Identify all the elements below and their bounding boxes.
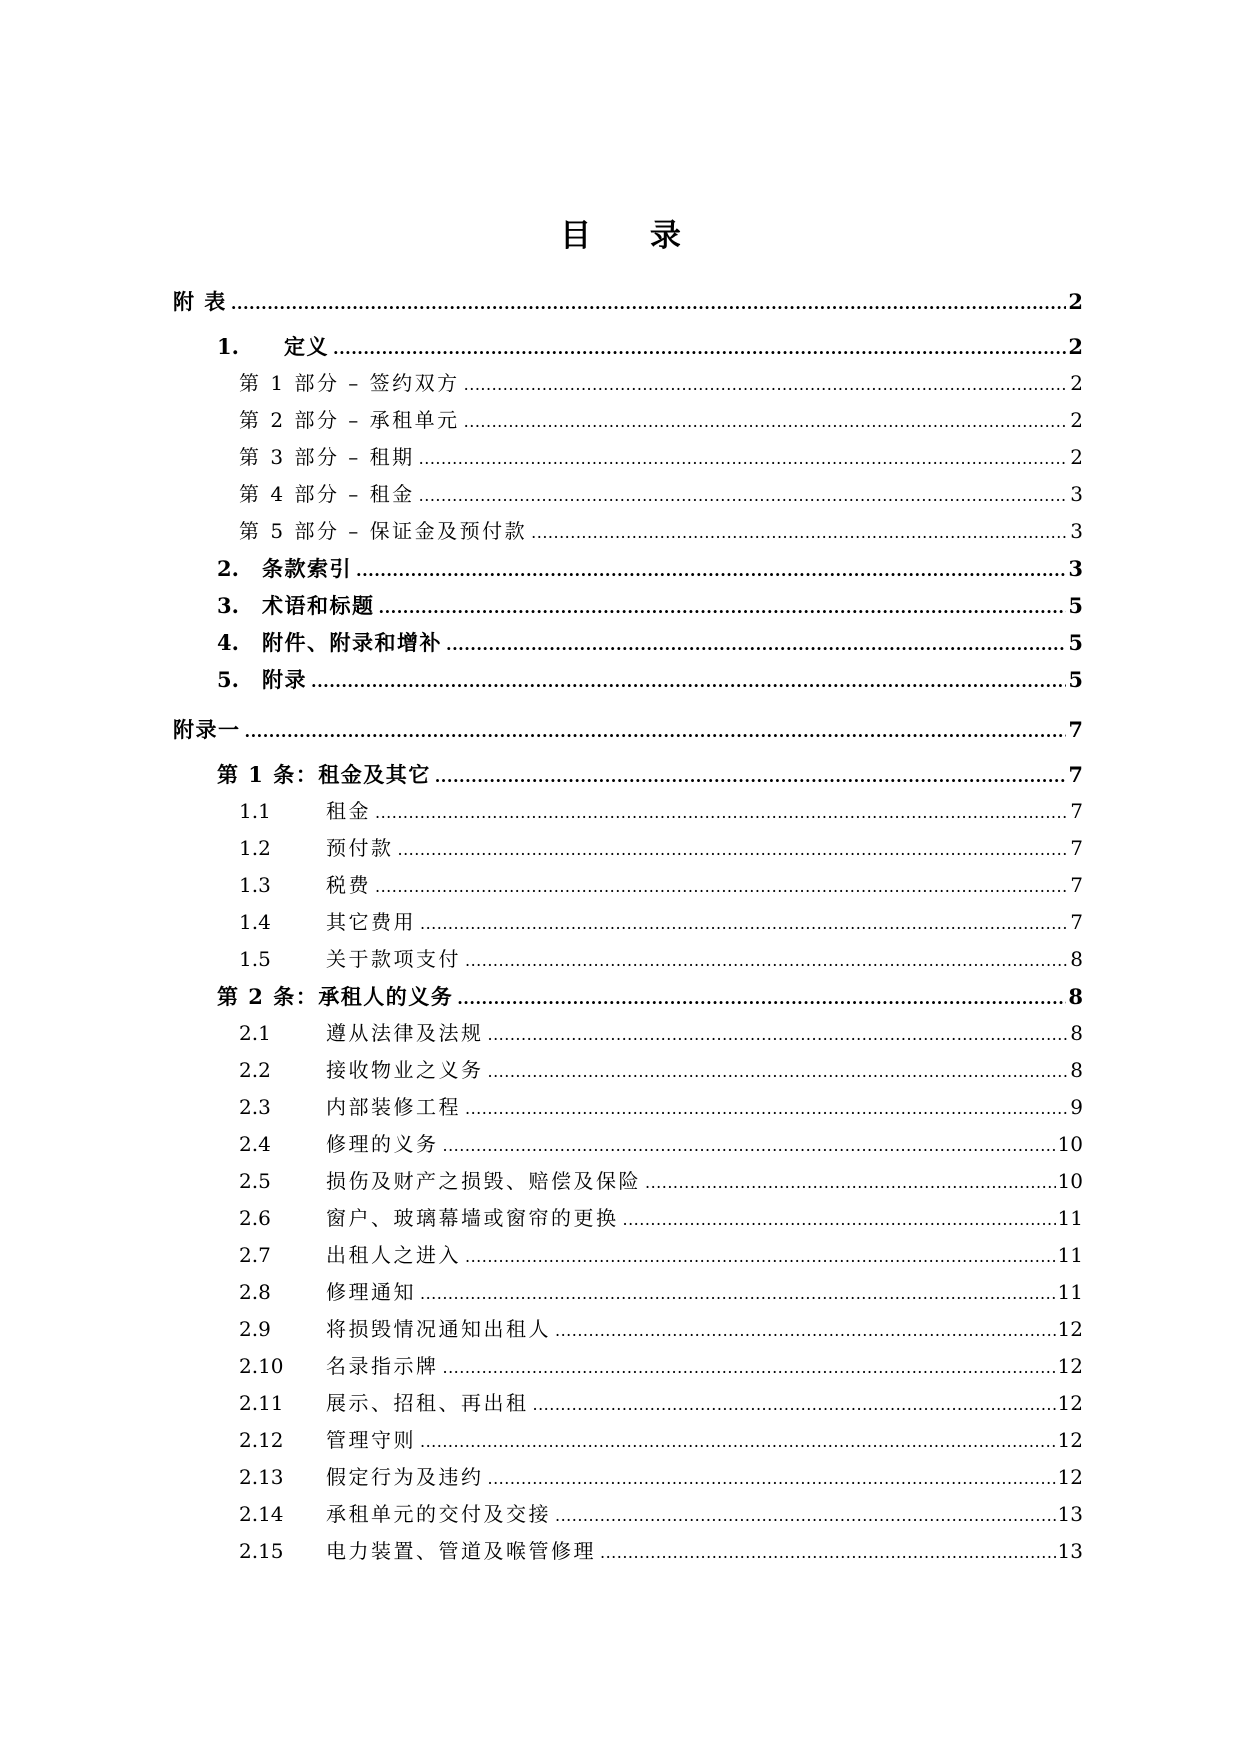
dot-leader [531,514,1068,551]
toc-entry-page-number: 8 [1070,1021,1083,1045]
toc-entry-number: 2.13 [239,1465,284,1489]
toc-entry-page-number: 7 [1070,910,1083,934]
dot-leader [420,1275,1056,1312]
toc-entry-label: 管理守则 [326,1428,416,1452]
toc-entry-page-number: 11 [1057,1206,1083,1230]
toc-entry-number: 2.3 [239,1095,271,1119]
toc-entry[interactable] [195,624,1083,661]
toc-entry-label: 条款索引 [262,556,352,581]
toc-entry-label: 第 5 部分 – 保证金及预付款 [239,519,528,543]
toc-entry-page-number: 12 [1057,1465,1083,1489]
toc-entry[interactable] [195,1237,1083,1274]
toc-entry-label: 假定行为及违约 [326,1465,484,1489]
toc-entry-page-number: 5 [1068,667,1083,692]
toc-entry-number: 4. [217,630,239,655]
toc-entry-page-number: 13 [1057,1539,1083,1563]
toc-entry-number: 2. [217,556,239,581]
toc-entry-number: 2.7 [239,1243,271,1267]
toc-entry-page-number: 3 [1068,556,1083,581]
toc-entry-page-number: 2 [1068,289,1083,314]
toc-entry[interactable] [239,513,1083,550]
toc-entry-page-number: 3 [1070,482,1083,506]
toc-entry-number: 3. [217,593,239,618]
dot-leader [333,330,1066,367]
dot-leader [488,1460,1056,1497]
dot-leader [600,1534,1056,1571]
page-title: 目 录 [560,218,705,254]
toc-entry-number: 2.5 [239,1169,271,1193]
toc-entry[interactable] [195,1533,1083,1570]
toc-entry-page-number: 2 [1070,445,1083,469]
toc-entry[interactable] [195,1496,1083,1533]
toc-entry[interactable] [195,867,1083,904]
toc-entry-page-number: 8 [1068,984,1083,1009]
toc-entry[interactable] [239,439,1083,476]
toc-entry[interactable] [217,756,1083,793]
toc-entry[interactable] [195,1422,1083,1459]
toc-entry-number: 2.10 [239,1354,284,1378]
dot-leader [379,589,1067,626]
dot-leader [419,440,1069,477]
toc-entry[interactable] [239,402,1083,439]
toc-entry[interactable] [195,1274,1083,1311]
toc-entry-page-number: 12 [1057,1317,1083,1341]
dot-leader [488,1016,1069,1053]
toc-entry-number: 2.2 [239,1058,271,1082]
toc-entry[interactable] [195,1311,1083,1348]
toc-entry-page-number: 2 [1070,408,1083,432]
toc-entry-page-number: 12 [1057,1391,1083,1415]
table-of-contents [173,283,1083,1570]
toc-entry-number: 5. [217,667,239,692]
toc-entry-number: 2.14 [239,1502,284,1526]
toc-entry-label: 第 4 部分 – 租金 [239,482,415,506]
dot-leader [555,1312,1056,1349]
toc-entry-page-number: 7 [1068,717,1083,742]
toc-entry[interactable] [195,904,1083,941]
toc-entry-number: 2.4 [239,1132,271,1156]
dot-leader [446,626,1066,663]
toc-entry[interactable] [195,1200,1083,1237]
toc-entry-label: 附件、附录和增补 [262,630,442,655]
toc-entry[interactable] [195,1385,1083,1422]
toc-entry[interactable] [195,1163,1083,1200]
toc-entry-number: 1.5 [239,947,271,971]
dot-leader [533,1386,1056,1423]
toc-entry[interactable] [195,793,1083,830]
toc-entry-label: 第 2 部分 – 承租单元 [239,408,460,432]
toc-entry-page-number: 11 [1057,1280,1083,1304]
toc-entry-label: 将损毁情况通知出租人 [326,1317,551,1341]
dot-leader [375,868,1068,905]
dot-leader [420,905,1068,942]
toc-entry-label: 税费 [326,873,371,897]
toc-entry-number: 2.12 [239,1428,284,1452]
dot-leader [457,980,1066,1017]
dot-leader [435,758,1067,795]
toc-entry-label: 附录一 [173,717,241,742]
dot-leader [375,794,1068,831]
toc-entry-page-number: 12 [1057,1354,1083,1378]
toc-entry-number: 2.11 [239,1391,284,1415]
toc-entry-label: 电力装置、管道及喉管修理 [326,1539,596,1563]
toc-entry[interactable] [195,830,1083,867]
toc-entry-label: 第 2 条：承租人的义务 [217,984,454,1009]
toc-entry-page-number: 5 [1068,593,1083,618]
toc-entry-number: 1.4 [239,910,271,934]
toc-entry-number: 2.9 [239,1317,271,1341]
toc-entry[interactable] [239,476,1083,513]
toc-entry[interactable] [173,283,1083,320]
toc-entry-page-number: 7 [1070,873,1083,897]
dot-leader [398,831,1069,868]
toc-entry[interactable] [195,1459,1083,1496]
toc-entry-label: 损伤及财产之损毁、赔偿及保险 [326,1169,641,1193]
dot-leader [419,477,1069,514]
toc-entry[interactable] [217,978,1083,1015]
toc-entry[interactable] [173,711,1083,748]
toc-entry-label: 窗户、玻璃幕墙或窗帘的更换 [326,1206,619,1230]
toc-entry-number: 2.8 [239,1280,271,1304]
toc-entry-label: 租金 [326,799,371,823]
toc-entry[interactable] [195,661,1083,698]
toc-entry[interactable] [195,550,1083,587]
dot-leader [464,403,1069,440]
dot-leader [623,1201,1056,1238]
toc-entry-number: 2.1 [239,1021,271,1045]
toc-entry[interactable] [195,1052,1083,1089]
toc-entry-label: 术语和标题 [262,593,375,618]
toc-entry-label: 附 表 [173,289,227,314]
dot-leader [465,1090,1068,1127]
dot-leader [464,366,1069,403]
toc-entry-number: 2.15 [239,1539,284,1563]
toc-entry-page-number: 9 [1070,1095,1083,1119]
toc-entry-label: 修理的义务 [326,1132,439,1156]
toc-entry-page-number: 11 [1057,1243,1083,1267]
dot-leader [443,1127,1056,1164]
toc-entry-page-number: 3 [1070,519,1083,543]
dot-leader [465,942,1068,979]
dot-leader [488,1053,1069,1090]
toc-entry-label: 附录 [262,667,307,692]
toc-entry[interactable] [195,1348,1083,1385]
toc-entry[interactable] [195,1126,1083,1163]
dot-leader [231,285,1067,322]
toc-entry-label: 定义 [284,334,329,359]
toc-entry-number: 1. [217,334,239,359]
toc-entry-label: 出租人之进入 [326,1243,461,1267]
toc-entry-page-number: 8 [1070,947,1083,971]
dot-leader [245,713,1067,750]
dot-leader [645,1164,1056,1201]
toc-entry-number: 1.2 [239,836,271,860]
toc-entry-label: 第 1 条：租金及其它 [217,762,431,787]
toc-entry-number: 2.6 [239,1206,271,1230]
toc-entry-page-number: 8 [1070,1058,1083,1082]
dot-leader [311,663,1066,700]
toc-entry-label: 承租单元的交付及交接 [326,1502,551,1526]
toc-entry[interactable] [195,328,1083,365]
toc-entry[interactable] [195,941,1083,978]
dot-leader [443,1349,1056,1386]
toc-entry-label: 展示、招租、再出租 [326,1391,529,1415]
toc-entry-label: 遵从法律及法规 [326,1021,484,1045]
toc-entry-number: 1.3 [239,873,271,897]
toc-entry-page-number: 2 [1068,334,1083,359]
toc-entry-label: 预付款 [326,836,394,860]
dot-leader [465,1238,1056,1275]
toc-entry-label: 关于款项支付 [326,947,461,971]
toc-entry[interactable] [239,365,1083,402]
toc-entry-page-number: 13 [1057,1502,1083,1526]
toc-entry-page-number: 10 [1057,1169,1083,1193]
toc-entry-page-number: 10 [1057,1132,1083,1156]
toc-entry-label: 第 1 部分 – 签约双方 [239,371,460,395]
toc-entry[interactable] [195,587,1083,624]
toc-entry-page-number: 7 [1068,762,1083,787]
toc-entry-page-number: 5 [1068,630,1083,655]
toc-entry-label: 修理通知 [326,1280,416,1304]
toc-entry-label: 名录指示牌 [326,1354,439,1378]
dot-leader [555,1497,1056,1534]
dot-leader [356,552,1066,589]
toc-entry[interactable] [195,1089,1083,1126]
toc-entry-label: 其它费用 [326,910,416,934]
toc-entry-number: 1.1 [239,799,271,823]
toc-entry-label: 第 3 部分 – 租期 [239,445,415,469]
toc-entry-page-number: 2 [1070,371,1083,395]
toc-entry-page-number: 12 [1057,1428,1083,1452]
toc-entry[interactable] [195,1015,1083,1052]
toc-entry-page-number: 7 [1070,799,1083,823]
dot-leader [420,1423,1056,1460]
toc-entry-label: 接收物业之义务 [326,1058,484,1082]
toc-entry-page-number: 7 [1070,836,1083,860]
toc-entry-label: 内部装修工程 [326,1095,461,1119]
